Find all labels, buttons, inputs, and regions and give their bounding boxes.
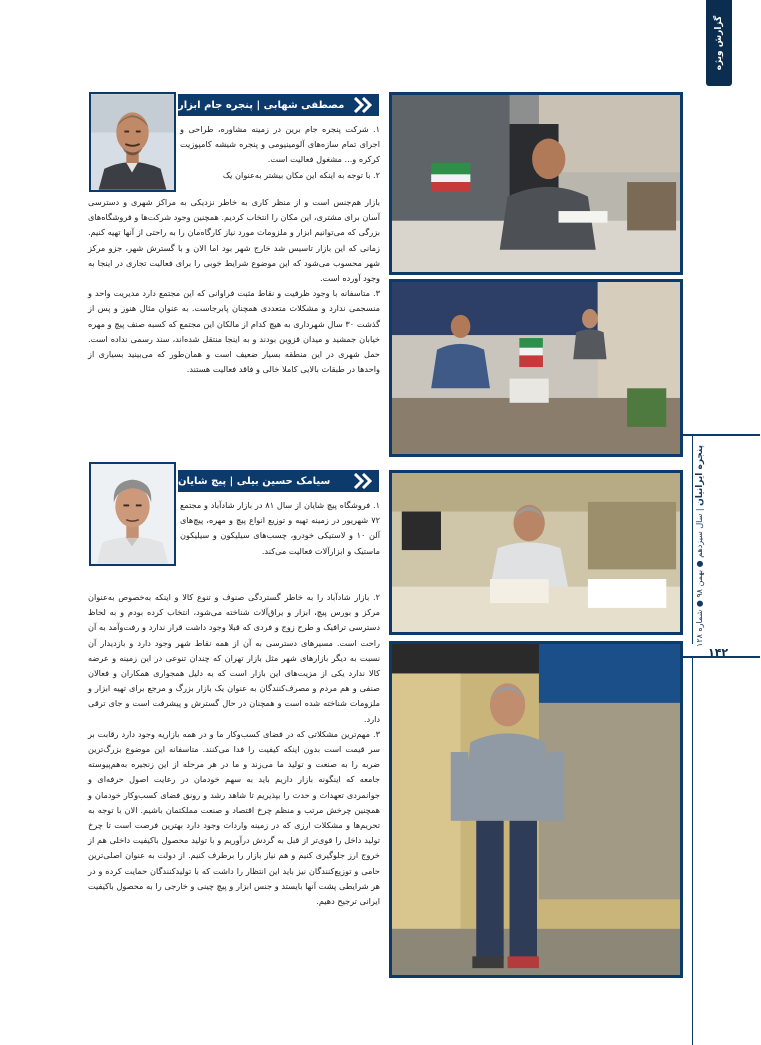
man-portrait-icon: [89, 462, 176, 566]
answer-2-rest: بازار هم‌جنس است و از منظر کاری به خاطر نزدیکی به مراکز شهری و دسترسی آسان برای مشتری، این مکان را انتخاب کردیم. همچنین وجود شرکت‌ها و فروشگاه‌های بزرگی که می‌توانیم ابزار و ملزومات مورد نیاز کارگاه‌مان را به راحتی از آنها تهیه کنیم. زمانی که این بازار تاسیس شد خارج شهر بود اما الان و با گسترش شهر، جزو مرکز شهر محسوب می‌شود که این موضوع شرایط خوبی را برای فعالیت تجاری در اینجا به وجود آورده است.: [88, 197, 380, 284]
divider: [692, 658, 693, 1045]
interviewee-name-bar: [178, 470, 379, 492]
page-number: ۱۴۲: [708, 646, 729, 659]
answer-3: ۳. مهم‌ترین مشکلاتی که در فضای کسب‌وکار ما و در همه بازاریه وجود دارد رقابت بر سر قیمت است بدون اینکه کیفیت را فدا می‌کنند. متاسفانه این موضوع بزرگ‌ترین ضربه را به صنعت و تولید ما می‌زند و ما در هر مرحله از این زنجیره به‌هم‌پیوسته جامعه که اینگونه بازار داریم باید به سهم خودمان در رعایت اصول حرفه‌ای و جوانمردی تعهدات و حدت را بپذیریم تا شاهد رشد و رونق فضای کسب‌وکار خودمان و همچنین چرخش مرتب و منظم چرخ اقتصاد و صنعت مملکتمان باشیم. الان با توجه به تحریم‌ها و مشکلات ارزی که در زمینه واردات وجود دارد بهترین فرصت است تا چرخ تولید داخل را قوی‌تر از قبل به گردش درآوریم و با تولید محصول باکیفیت داخلی هم از خروج ارز جلوگیری کنیم و هم نیاز بازار را برطرف کنیم. از دولت به عنوان اصلی‌ترین حامی و توزیع‌کنندگان نیز باید این انتظار را داشت که با تولیدکنندگان حمایت کرده و در هر شرایطی پشت آنها بایستد و جنس ابزار و پیچ چینی و خارجی را به محصول باکیفیت ایرانی ترجیح دهیم.: [88, 728, 380, 907]
shopkeeper-at-counter-photo-icon: [389, 470, 683, 635]
interviewee-name: مصطفی شهابی | پنجره جام ابزار: [178, 99, 345, 111]
man-at-desk-photo-icon: [389, 92, 683, 275]
section-tab: [706, 0, 732, 86]
interview-body: [88, 590, 380, 909]
magazine-name: پنجره ایرانیان: [695, 445, 705, 506]
answer-2: ۲. بازار شادآباد را به خاطر گستردگی صنوف و تنوع کالا و اینکه به‌خصوص به‌عنوان مرکز و بورس پیچ، ابزار و یراق‌آلات شناخته می‌شود، انتخاب کرده بودم و به لحاظ دسترسی ترافیک و طرح زوج و فردی که قبلا وجود داشت قرار ندارد و رفت‌وآمد به آن راحت است. مسیرهای دسترسی به آن از همه نقاط شهر وجود دارد و بازدیدار آن نسبت به دیگر بازارهای شهر مثل بازار تهران که چندان تنوعی در این زمینه و عرضه کالا ندارد یکی از مزیت‌های این بازار است که به دلیل همجواری همکاران و فعالان صنفی و هم مردم و مصرف‌کنندگان به عنوان یک بازار بزرگ و مرجع برای تهیه ابزار و ملزومات شناخته شده است و همچنان در حال گسترش و پیشرفت است و جای ترقی دارد.: [88, 592, 380, 724]
interviewee-name: سیامک حسین بیلی | پیچ شایان: [178, 475, 331, 487]
divider: [692, 436, 693, 644]
issue-info: [695, 445, 705, 647]
double-chevron-icon: [353, 473, 375, 489]
answer-1: ۱. شرکت پنجره جام برین در زمینه مشاوره، طراحی و اجرای تمام سازه‌های آلومینیومی و پنجره شیشه کامپوزیت کرکره و... مشغول فعالیت است.: [180, 124, 380, 165]
double-chevron-icon: [353, 97, 375, 113]
man-standing-at-shop-photo-icon: [389, 641, 683, 978]
interview-lead: [180, 122, 380, 183]
interviewee-name-bar: [178, 94, 379, 116]
interview-body: [88, 195, 380, 377]
man-portrait-icon: [89, 92, 176, 192]
office-workers-photo-icon: [389, 279, 683, 457]
answer-3: ۳. متاسفانه با وجود ظرفیت و نقاط مثبت فراوانی که این مجتمع دارد مدیریت واحد و منسجمی ندارد و مشکلات متعددی همچنان پابرجاست. به عنوان مثال هنوز و پس از گذشت ۳۰ سال شهرداری به هیچ کدام از مالکان این مجتمع که کسبه صنف پیچ و مهره خیابان جمشید و میدان قزوین بودند و به اینجا منتقل شده‌اند، سند رسمی نداده است. حمل شهری در این منطقه بسیار ضعیف است و همان‌طور که می‌بینید بسیاری از واحدها در طبقات بالایی کاملا خالی و فاقد فعالیت هستند.: [88, 288, 380, 375]
issue-details: | سال سیزدهم ● بهمن ۹۸ ● شماره ۱۲۸: [695, 508, 704, 647]
answer-2-start: ۲. با توجه به اینکه این مکان بیشتر به‌عنوان یک: [222, 169, 380, 180]
interview-lead: [180, 498, 380, 559]
answer-1: ۱. فروشگاه پیچ شایان از سال ۸۱ در بازار شادآباد و مجتمع ۷۲ شهریور در زمینه تهیه و توزیع انواع پیچ و مهره، پیچ‌های آلن ۱۰ و لاستیکی خودرو، چسب‌های سیلیکون و سیلیکون ماستیک و ابزارآلات فعالیت می‌کند.: [180, 500, 380, 556]
section-tab-label: گزارش ویژه: [714, 15, 724, 71]
